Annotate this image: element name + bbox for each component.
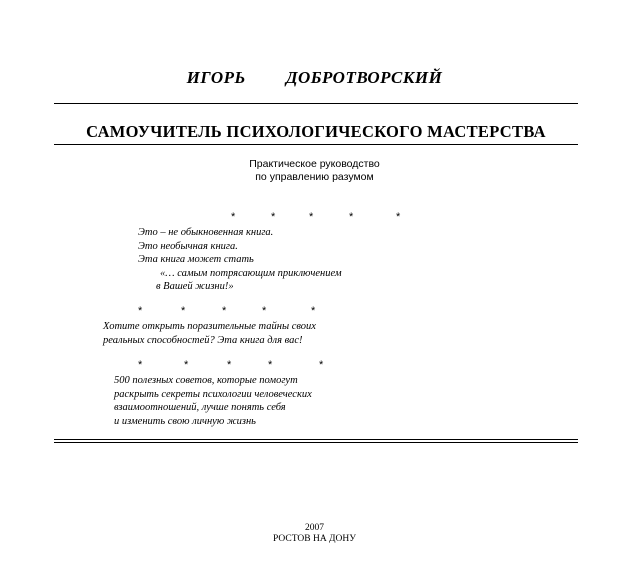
star-mark: * bbox=[222, 305, 227, 317]
star-mark: * bbox=[184, 359, 189, 371]
text-line: реальных способностей? Эта книга для вас! bbox=[103, 334, 303, 346]
top-divider bbox=[54, 103, 578, 104]
subtitle-line: по управлению разумом bbox=[255, 170, 374, 183]
author-name bbox=[0, 68, 629, 88]
author-first-name: ИГОРЬ bbox=[186, 68, 246, 87]
star-separator bbox=[0, 359, 629, 373]
quote-block-1 bbox=[138, 226, 342, 294]
author-last-name: ДОБРОТВОРСКИЙ bbox=[285, 68, 443, 87]
star-separator bbox=[0, 211, 629, 225]
text-line: раскрыть секреты психологии человеческих bbox=[114, 388, 312, 400]
title-divider bbox=[54, 144, 578, 145]
text-line: Хотите открыть поразительные тайны своих bbox=[103, 321, 316, 332]
bottom-divider-top bbox=[54, 439, 578, 440]
text-line: 500 полезных советов, которые помогут bbox=[114, 375, 298, 386]
star-mark: * bbox=[271, 211, 276, 223]
star-separator bbox=[0, 305, 629, 319]
star-mark: * bbox=[138, 305, 143, 317]
star-mark: * bbox=[268, 359, 273, 371]
text-line: и изменить свою личную жизнь bbox=[114, 415, 256, 427]
subtitle-line: Практическое руководство bbox=[249, 158, 380, 170]
text-line: «… самым потрясающим приключением bbox=[160, 267, 342, 279]
text-line: в Вашей жизни!» bbox=[156, 281, 234, 292]
star-mark: * bbox=[181, 305, 186, 317]
star-mark: * bbox=[309, 211, 314, 223]
text-line: Это – не обыкновенная книга. bbox=[138, 227, 274, 238]
quote-block-3 bbox=[114, 374, 312, 428]
text-line: Эта книга может стать bbox=[138, 254, 254, 265]
star-mark: * bbox=[227, 359, 232, 371]
publication-city: РОСТОВ НА ДОНУ bbox=[273, 534, 356, 544]
star-mark: * bbox=[262, 305, 267, 317]
star-mark: * bbox=[349, 211, 354, 223]
text-line: взаимоотношений, лучше понять себя bbox=[114, 402, 286, 413]
bottom-divider-bottom bbox=[54, 442, 578, 443]
star-mark: * bbox=[231, 211, 236, 223]
book-subtitle bbox=[0, 158, 629, 183]
publication-year: 2007 bbox=[305, 523, 324, 533]
star-mark: * bbox=[138, 359, 143, 371]
book-title: САМОУЧИТЕЛЬ ПСИХОЛОГИЧЕСКОГО МАСТЕРСТВА bbox=[86, 122, 546, 141]
star-mark: * bbox=[396, 211, 401, 223]
star-mark: * bbox=[319, 359, 324, 371]
star-mark: * bbox=[311, 305, 316, 317]
quote-block-2 bbox=[103, 320, 316, 347]
text-line: Это необычная книга. bbox=[138, 240, 238, 252]
